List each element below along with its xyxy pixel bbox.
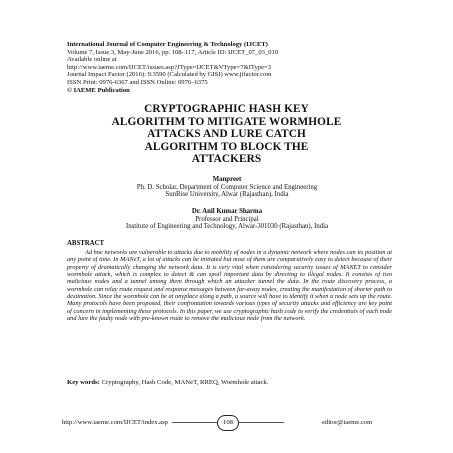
- issue-url: http://www.iaeme.com/IJCET/issues.asp?JType=IJCET&VType=7&IType=3: [67, 63, 272, 71]
- author-block-2: [67, 208, 387, 231]
- title-line: ALGORITHM TO BLOCK THE: [144, 140, 309, 153]
- publisher-line: © IAEME Publication: [67, 86, 130, 94]
- title-line: ATTACKS AND LURE CATCH: [147, 128, 306, 141]
- journal-name: International Journal of Computer Engineering & Technology (IJCET): [67, 41, 268, 48]
- issn-info: ISSN Print: 0976-6367 and ISSN Online: 0976–6375: [67, 78, 208, 86]
- impact-factor: Journal Impact Factor (2016): 9.3590 (Calculated by GISI) www.jifactor.com: [67, 71, 272, 79]
- title-line: ALGORITHM TO MITIGATE WORMHOLE: [111, 115, 342, 128]
- keywords-line: [67, 379, 397, 386]
- abstract-heading: ABSTRACT: [67, 240, 105, 247]
- page-number: 108: [217, 415, 239, 431]
- footer-url-link[interactable]: http://www.iaeme.com/IJCET/index.asp: [62, 419, 168, 426]
- keywords-label: Key words:: [67, 379, 100, 386]
- author-block-1: [67, 176, 387, 199]
- keywords-text: Cryptography, Hash Code, MANeT, RREQ, Wormhole attack.: [101, 379, 269, 386]
- author-affiliation: Professor and Principal: [195, 215, 259, 223]
- author-affiliation: SunRise University, Alwar (Rajasthan), India: [165, 191, 289, 199]
- title-line: ATTACKERS: [191, 153, 262, 166]
- title-line: CRYPTOGRAPHIC HASH KEY: [144, 103, 309, 115]
- page-footer: [0, 415, 453, 433]
- author-name: Dr. Anil Kumar Sharma: [191, 208, 263, 215]
- footer-email-link[interactable]: editor@iaeme.com: [322, 419, 373, 426]
- author-affiliation: Ph. D. Scholar, Department of Computer Science and Engineering: [136, 183, 318, 191]
- journal-header: [67, 41, 397, 94]
- author-affiliation: Institute of Engineering and Technology, Alwar-301030 (Rajasthan), India: [125, 223, 329, 231]
- volume-info: Volume 7, Issue 3, May-June 2016, pp. 108–117, Article ID: IJCET_07_03_010: [67, 48, 279, 56]
- abstract-body: Ad hoc networks are vulnerable to attacks due to mobility of nodes in a dynamic network where nodes can its position at any point of time. In MANeT, a lot of attacks can be initiated but most of them are comparatively easy to detect because of their property of dramatically changing the network data. It is very vital when considering security issues of MANET to consider wormhole attack, which is complex to detect & can spoil important data by directing to illegal nodes. It consists of two malicious nodes and a tunnel among them through which an attacker tunnel the data. In the route discovery process, a wormhole can relay route request and response messages between far-away nodes, creating the manifestation of shorter path to destination. Since the wormhole can be at anyplace along a path, a source will have to identify it when a node sets up the route. Many protocols have been proposed, their confrontation towards various types of security attacks and efficiency are key point of concern in implementing these protocols. In this paper, we use cryptographic hash code to verify the credentials of each node and lure the faulty node with pre-known route to remove the malicious node from the network.: [67, 249, 392, 323]
- author-name: Manpreet: [212, 176, 242, 183]
- footer-divider: [239, 422, 284, 423]
- available-online-label: Available online at: [67, 56, 117, 64]
- paper-title: [95, 103, 358, 166]
- footer-divider: [172, 422, 217, 423]
